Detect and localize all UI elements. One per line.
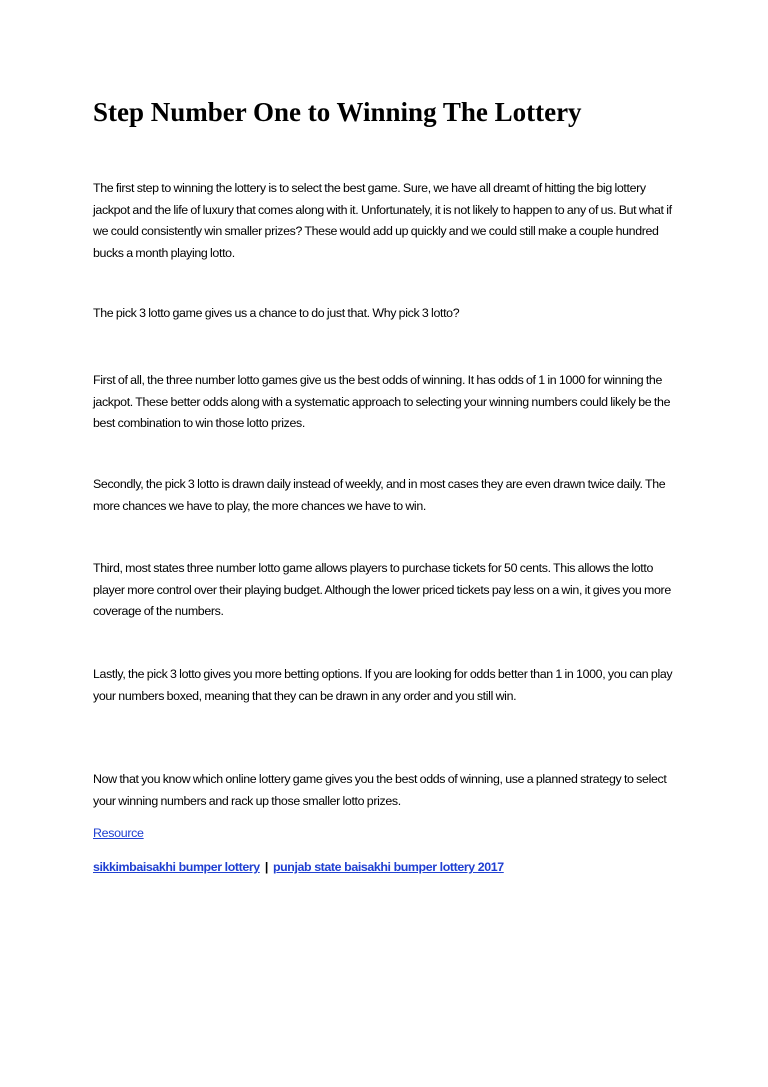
- related-links: [93, 857, 504, 878]
- paragraph-first-reason: First of all, the three number lotto games give us the best odds of winning. It has odds of 1 in 1000 for winning the jackpot. These better odds along with a systematic approach to selecting your winning numbers could likely be the best combination to win those lotto prizes.: [93, 373, 671, 430]
- paragraph-intro: The first step to winning the lottery is to select the best game. Sure, we have all dreamt of hitting the big lottery jackpot and the life of luxury that comes along with it. Unfortunately, it is not likely to happen to any of us. But what if we could consistently win smaller prizes? These would add up quickly and we could still make a couple hundred bucks a month playing lotto.: [93, 181, 672, 260]
- paragraph-fourth-reason: Lastly, the pick 3 lotto gives you more betting options. If you are looking for odds better than 1 in 1000, you can play your numbers boxed, meaning that they can be drawn in any order and you still win.: [93, 667, 673, 703]
- document-title: Step Number One to Winning The Lottery: [93, 97, 582, 127]
- paragraph-pick3-chance: The pick 3 lotto game gives us a chance to do just that. Why pick 3 lotto?: [93, 306, 460, 320]
- paragraph-conclusion: Now that you know which online lottery game gives you the best odds of winning, use a planned strategy to select your winning numbers and rack up those smaller lotto prizes.: [93, 772, 667, 808]
- punjab-lottery-link[interactable]: punjab state baisakhi bumper lottery 2017: [272, 860, 504, 874]
- resource-link[interactable]: Resource: [93, 826, 144, 840]
- paragraph-third-reason: Third, most states three number lotto game allows players to purchase tickets for 50 cents. This allows the lotto player more control over their playing budget. Although the lower priced tickets pay less on a win, it gives you more coverage of the numbers.: [93, 561, 671, 618]
- paragraph-second-reason: Secondly, the pick 3 lotto is drawn daily instead of weekly, and in most cases they are even drawn twice daily. The more chances we have to play, the more chances we have to win.: [93, 477, 666, 513]
- sikkim-lottery-link[interactable]: sikkimbaisakhi bumper lottery: [93, 860, 260, 874]
- link-separator: |: [264, 860, 268, 874]
